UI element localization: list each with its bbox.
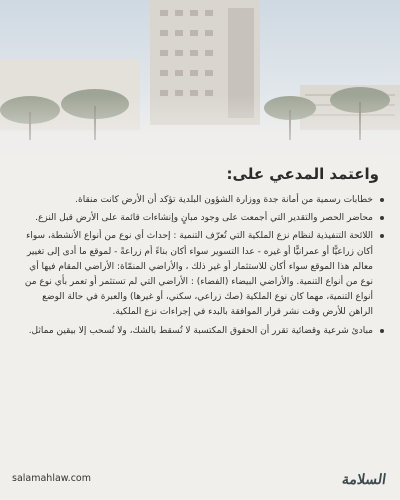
website-url: salamahlaw.com	[12, 473, 91, 484]
bullet-item: مبادئ شرعية وقضائية تقرر أن الحقوق المكتسبة لا تُسقط بالشك، ولا تُسحب إلا بيقين مماثل.	[18, 324, 386, 339]
bullet-list	[18, 193, 386, 342]
document-body	[0, 163, 400, 500]
bullet-item: اللائحة التنفيذية لنظام نزع الملكية التي تُعرّف التنمية : إحداث أي نوع من أنواع الأنشطة، سواء أكان زراعيًّا أو عمرانيًّا أو غيره - عدا التسوير سواء أكان بناءً أم زراعةً - لموقع ما أدى إلى تغيير معالم هذا الموقع سواء أكان للاستثمار أو غير ذلك ، والأراضي المنمّاة: الأراضي المقام فيها أي نوع من أنواع التنمية. والأراضي البيضاء (الفضاء) : الأراضي التي لم تستثمر أو تعمر بأي نوع من أنواع التنمية، مهما كان نوع الملكية (صك زراعي، سكني، أو غيرها) والعبرة في حالة الوضع الراهن للأرض وقت نشر قرار الموافقة بالبدء في إجراءات نزع الملكية.	[18, 229, 386, 320]
bullet-item: خطابات رسمية من أمانة جدة ووزارة الشؤون البلدية تؤكد أن الأرض كانت منقاة.	[18, 193, 386, 208]
section-heading: واعتمد المدعي على:	[226, 165, 379, 183]
brand-logo: السلامة	[340, 472, 388, 488]
bullet-item: محاضر الحصر والتقدير التي أجمعت على وجود مبانٍ وإنشاءات قائمة على الأرض قبل النزع.	[18, 211, 386, 226]
hero-image	[0, 0, 400, 168]
